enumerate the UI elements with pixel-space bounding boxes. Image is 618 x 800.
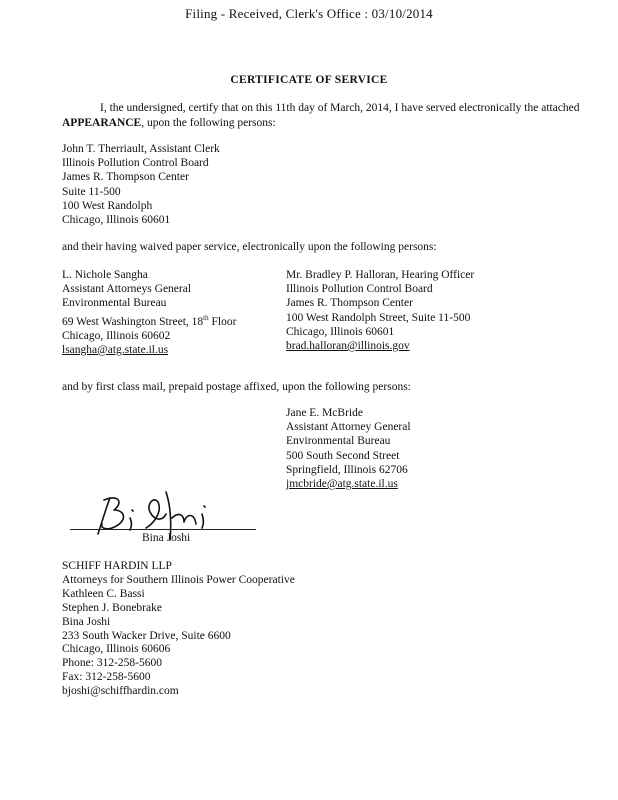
firm-email: bjoshi@schiffhardin.com xyxy=(62,685,179,698)
firm-line: Chicago, Illinois 60606 xyxy=(62,643,171,656)
firm-fax: Fax: 312-258-5600 xyxy=(62,671,151,684)
address-line: 100 West Randolph Street, Suite 11-500 xyxy=(286,311,471,324)
address-line: John T. Therriault, Assistant Clerk xyxy=(62,143,220,155)
address-line: Jane E. McBride xyxy=(286,407,363,419)
address-line: James R. Thompson Center xyxy=(62,171,189,184)
address-line: Springfield, Illinois 62706 xyxy=(286,463,408,476)
firm-signature-block xyxy=(62,560,295,699)
address-line: Chicago, Illinois 60601 xyxy=(286,325,395,338)
address-line: Illinois Pollution Control Board xyxy=(62,157,209,170)
recipient-left-address xyxy=(62,268,236,357)
address-line: Assistant Attorney General xyxy=(286,421,411,434)
recipient-mail-address xyxy=(286,406,411,491)
firm-line: SCHIFF HARDIN LLP xyxy=(62,560,172,572)
document-title: CERTIFICATE OF SERVICE xyxy=(230,74,388,86)
firm-phone: Phone: 312-258-5600 xyxy=(62,657,162,670)
address-line: 500 South Second Street xyxy=(286,449,400,462)
firm-line: Stephen J. Bonebrake xyxy=(62,601,162,614)
firm-line: Kathleen C. Bassi xyxy=(62,587,145,600)
signatory-name: Bina Joshi xyxy=(142,532,191,544)
firm-line: 233 South Wacker Drive, Suite 6600 xyxy=(62,629,231,642)
firm-line: Attorneys for Southern Illinois Power Cooperative xyxy=(62,573,295,586)
email-link-halloran[interactable]: brad.halloran@illinois.gov xyxy=(286,340,410,353)
address-line: Chicago, Illinois 60602 xyxy=(62,329,171,342)
firm-line: Bina Joshi xyxy=(62,615,111,628)
intro-text-before: I, the undersigned, certify that on this 11th day of March, 2014, I have served electronically the attached xyxy=(100,102,580,114)
address-line: Suite 11-500 xyxy=(62,185,121,198)
address-line: L. Nichole Sangha xyxy=(62,269,148,281)
address-street-line: 69 West Washington Street, 18th Floor xyxy=(62,313,237,328)
email-link-mcbride[interactable]: jmcbride@atg.state.il.us xyxy=(286,478,398,491)
recipient-right-address xyxy=(286,268,474,353)
filing-stamp-header: Filing - Received, Clerk's Office : 03/10/2014 xyxy=(185,6,433,21)
address-line: Mr. Bradley P. Halloran, Hearing Officer xyxy=(286,269,475,281)
intro-text-after: , upon the following persons: xyxy=(141,117,276,129)
waived-service-text: and their having waived paper service, electronically upon the following persons: xyxy=(62,241,437,253)
signature-line xyxy=(70,529,256,530)
recipient-board-address xyxy=(62,142,220,227)
intro-paragraph xyxy=(62,101,582,131)
first-class-mail-text: and by first class mail, prepaid postage affixed, upon the following persons: xyxy=(62,381,411,393)
address-line: Illinois Pollution Control Board xyxy=(286,283,433,296)
address-line: Chicago, Illinois 60601 xyxy=(62,214,171,227)
address-line: 100 West Randolph xyxy=(62,199,153,212)
address-line: Assistant Attorneys General xyxy=(62,283,192,296)
intro-document-name: APPEARANCE xyxy=(62,117,142,129)
address-line: Environmental Bureau xyxy=(62,297,167,310)
address-line: James R. Thompson Center xyxy=(286,297,413,310)
email-link-sangha[interactable]: lsangha@atg.state.il.us xyxy=(62,343,169,356)
address-line: Environmental Bureau xyxy=(286,435,391,448)
